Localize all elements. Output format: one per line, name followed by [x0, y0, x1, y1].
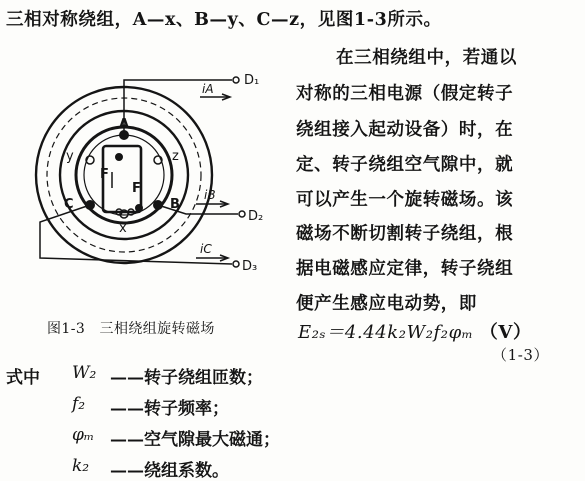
paragraph-line: 可以产生一个旋转磁场。该: [296, 190, 514, 210]
paragraph-line: 据电磁感应定律，转子绕组: [296, 259, 514, 279]
paragraph-line: 绕组接入起动设备）时，在: [296, 120, 514, 140]
label-d1: D₁: [244, 73, 260, 88]
symbol-description: ——转子绕组匝数；: [110, 368, 263, 388]
symbol-name: φₘ: [72, 425, 95, 445]
label-d2: D₂: [248, 209, 264, 224]
rotor-slot-right: [136, 205, 143, 212]
rotating-field-diagram: [0, 56, 290, 314]
symbol-name: W₂: [72, 363, 97, 383]
symbol-name: k₂: [72, 456, 90, 476]
symbol-description: ——绕组系数。: [110, 461, 229, 481]
paragraph-line: 定、转子绕组空气隙中，就: [296, 155, 514, 175]
terminal-d2: [239, 211, 245, 217]
symbol-name: f₂: [72, 394, 86, 414]
terminal-d3: [233, 261, 239, 267]
label-f2: F: [132, 181, 141, 196]
formula-unit: （V）: [479, 322, 532, 343]
label-y: y: [66, 149, 74, 164]
rotor-slot-top: [116, 154, 123, 161]
formula-expression: E₂ₛ＝4.44k₂W₂f₂φₘ: [298, 322, 474, 343]
figure-caption: 图1-3 三相绕组旋转磁场: [47, 321, 215, 337]
terminal-d1: [233, 77, 239, 83]
label-c: C: [64, 197, 74, 212]
symbol-description: ——空气隙最大磁通；: [110, 430, 280, 450]
label-x: x: [119, 221, 127, 236]
label-ib: iB: [204, 188, 216, 202]
label-ia: iA: [202, 82, 214, 96]
symbol-lead: 式中: [6, 368, 40, 388]
label-z: z: [172, 149, 179, 164]
label-ic: iC: [200, 242, 212, 256]
label-f1: F: [100, 167, 109, 182]
label-b: B: [170, 197, 180, 212]
label-d3: D₃: [242, 259, 258, 274]
paragraph-line: 便产生感应电动势，即: [296, 294, 477, 314]
paragraph-line: 对称的三相电源（假定转子: [296, 84, 514, 104]
paragraph-line: 在三相绕组中，若通以: [336, 48, 517, 68]
emf-formula: [298, 318, 532, 344]
label-a: A: [119, 117, 130, 132]
equation-number: （1-3）: [492, 346, 550, 364]
symbol-description: ——转子频率；: [110, 399, 229, 419]
intro-line: 三相对称绕组，A—x、B—y、C—z，见图1-3所示。: [6, 10, 442, 30]
paragraph-line: 磁场不断切割转子绕组，根: [296, 224, 514, 244]
